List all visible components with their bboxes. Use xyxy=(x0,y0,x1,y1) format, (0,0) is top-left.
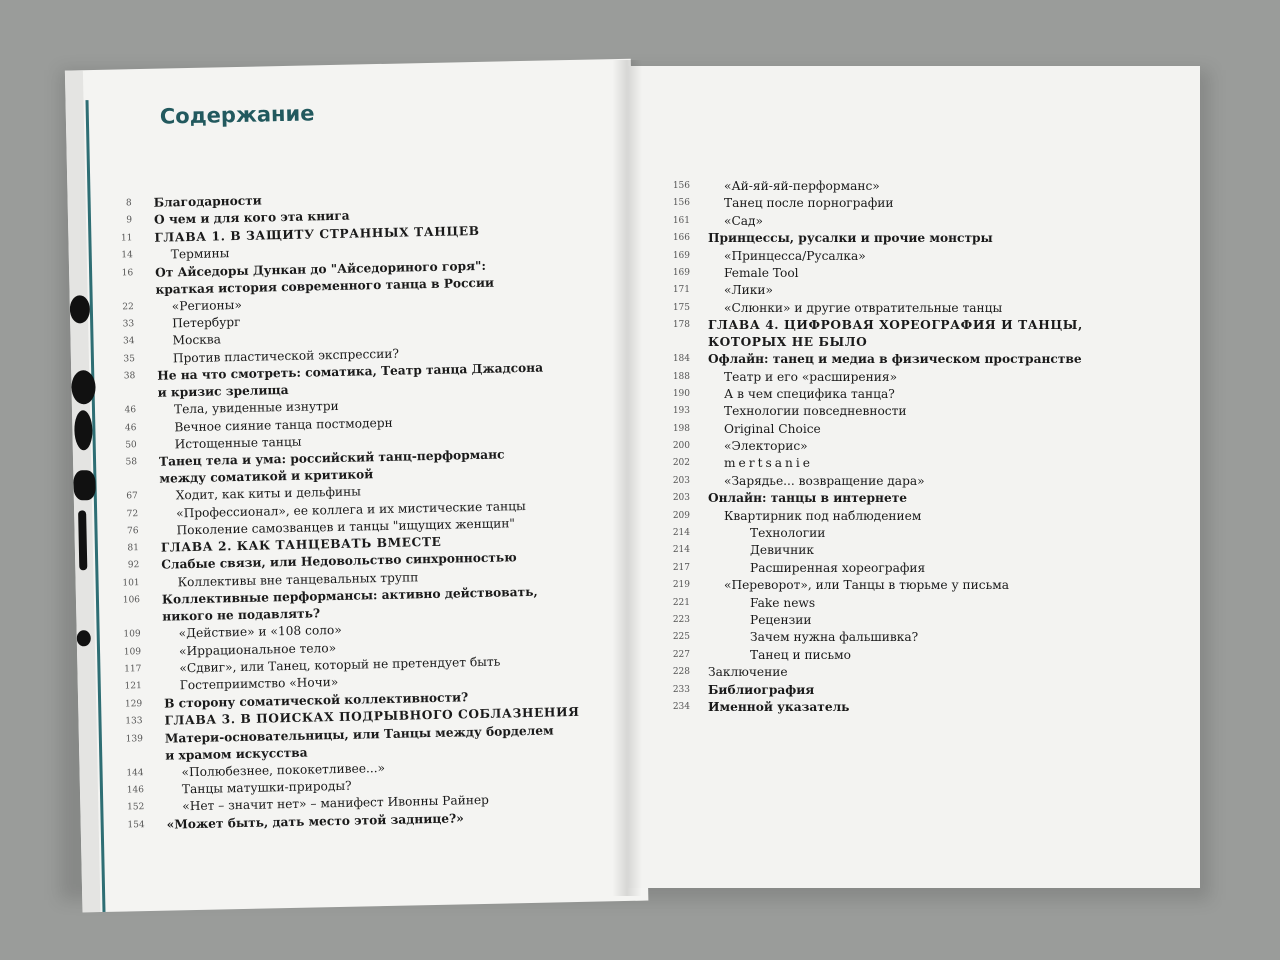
entry-title: Истощенные танцы xyxy=(174,434,302,452)
entry-title: mertsanie xyxy=(724,456,813,471)
toc-entry xyxy=(664,386,1164,403)
toc-entry xyxy=(664,647,1164,664)
entry-title: Библиография xyxy=(708,682,815,697)
entry-title: А в чем специфика танца? xyxy=(724,386,895,401)
toc-entry xyxy=(664,351,1164,368)
left-page xyxy=(65,59,649,913)
ink-blot xyxy=(78,510,87,570)
toc-entry xyxy=(664,213,1164,230)
entry-title: Расширенная хореография xyxy=(750,560,926,575)
entry-title: «Лики» xyxy=(724,283,773,298)
toc-entry xyxy=(664,282,1164,299)
entry-title: ГЛАВА 3. В ПОИСКАХ ПОДРЫВНОГО СОБЛАЗНЕНИЯ xyxy=(164,705,580,728)
page-number: 175 xyxy=(672,302,690,313)
toc-entry xyxy=(664,369,1164,386)
page-number: 202 xyxy=(672,458,690,469)
page-number: 81 xyxy=(127,543,139,554)
page-number: 214 xyxy=(672,545,690,556)
toc-entry xyxy=(664,664,1164,681)
entry-title: Принцессы, русалки и прочие монстры xyxy=(708,231,993,246)
page-number: 109 xyxy=(123,629,141,640)
page-number: 209 xyxy=(672,510,690,521)
entry-title: Тела, увиденные изнутри xyxy=(173,399,339,417)
entry-title: Театр и его «расширения» xyxy=(724,369,898,384)
page-number: 200 xyxy=(672,441,690,452)
entry-title: Именной указатель xyxy=(708,699,850,714)
entry-title: Петербург xyxy=(172,314,241,331)
entry-title: Матери-основательницы, или Танцы между борделем и храмом искусства xyxy=(164,723,554,763)
page-number: 101 xyxy=(122,577,140,589)
entry-title: Fake news xyxy=(750,595,816,610)
toc-entry xyxy=(664,525,1164,542)
entry-title: От Айседоры Дункан до "Айседориного горя": краткая история современного танца в России xyxy=(154,258,495,297)
page-number: 228 xyxy=(672,667,690,678)
page-number: 22 xyxy=(122,301,134,312)
toc-entry xyxy=(664,455,1164,472)
entry-title: Танцы матушки-природы? xyxy=(181,778,352,797)
toc-entry xyxy=(664,300,1164,317)
page-number: 14 xyxy=(121,250,133,261)
page-number: 169 xyxy=(672,250,690,261)
entry-title: Москва xyxy=(172,332,222,348)
entry-title: Original Choice xyxy=(724,421,821,436)
toc-entry xyxy=(664,421,1164,438)
toc-entry xyxy=(664,403,1164,420)
entry-title: «Регионы» xyxy=(171,297,242,313)
toc-entry xyxy=(664,595,1164,612)
entry-title: Гостеприимство «Ночи» xyxy=(179,675,339,693)
entry-title: Коллективные перформансы: активно действовать, никого не подавлять? xyxy=(161,585,538,624)
page-number: 193 xyxy=(672,406,690,417)
toc-entry xyxy=(664,490,1164,507)
entry-title: Female Tool xyxy=(724,265,799,280)
page-number: 106 xyxy=(122,595,141,606)
page-number: 219 xyxy=(672,580,690,591)
entry-title: Танец и письмо xyxy=(750,647,851,662)
entry-title: Термины xyxy=(170,246,230,262)
toc-entry xyxy=(664,473,1164,490)
entry-title: «Слюнки» и другие отвратительные танцы xyxy=(724,300,1003,315)
page-number: 35 xyxy=(123,353,136,365)
entry-title: Заключение xyxy=(708,665,788,680)
entry-title: Коллективы вне танцевальных трупп xyxy=(177,570,419,590)
page-number: 117 xyxy=(124,664,142,675)
page-number: 121 xyxy=(124,681,142,692)
entry-title: «Ай-яй-яй-перформанс» xyxy=(724,179,880,193)
page-number: 133 xyxy=(125,716,143,727)
page-number: 72 xyxy=(126,508,139,520)
toc-entry xyxy=(664,629,1164,646)
page-number: 233 xyxy=(672,684,690,695)
page-number: 76 xyxy=(126,525,139,537)
entry-title: Слабые связи, или Недовольство синхронностью xyxy=(161,550,517,573)
entry-title: «Полюбезнее, пококетливее...» xyxy=(181,760,386,779)
toc-entry xyxy=(664,560,1164,577)
entry-title: «Сад» xyxy=(724,213,764,228)
page-number: 58 xyxy=(125,457,138,468)
entry-title: Зачем нужна фальшивка? xyxy=(750,630,919,645)
right-page xyxy=(628,66,1200,888)
entry-title: «Нет – значит нет» – манифест Ивонны Райнер xyxy=(182,793,490,814)
entry-title: «Принцесса/Русалка» xyxy=(724,248,866,263)
page-number: 38 xyxy=(123,371,136,382)
page-number: 139 xyxy=(125,733,143,745)
entry-title: Технологии повседневности xyxy=(724,404,907,419)
entry-title: «Иррациональное тело» xyxy=(178,640,337,658)
page-number: 169 xyxy=(672,267,690,278)
page-number: 156 xyxy=(672,181,690,191)
toc-entry xyxy=(664,682,1164,699)
page-number: 8 xyxy=(125,198,132,209)
entry-title: О чем и для кого эта книга xyxy=(153,209,350,228)
page-number: 152 xyxy=(127,802,145,813)
entry-title: Офлайн: танец и медиа в физическом пространстве xyxy=(708,352,1082,367)
entry-title: Поколение самозванцев и танцы "ищущих женщин" xyxy=(176,515,516,538)
page-number: 67 xyxy=(126,491,138,502)
page-number: 214 xyxy=(672,528,690,539)
entry-title: Благодарности xyxy=(153,193,262,210)
page-number: 50 xyxy=(125,440,137,451)
ink-blot xyxy=(73,470,96,500)
toc-entry xyxy=(664,248,1164,265)
entry-title: «Сдвиг», или Танец, который не претендует быть xyxy=(179,654,501,676)
entry-title: Не на что смотреть: соматика, Театр танца Джадсона и кризис зрелища xyxy=(157,360,544,400)
page-number: 225 xyxy=(672,632,690,643)
entry-title: Технологии xyxy=(750,526,826,541)
toc-entry xyxy=(664,230,1164,247)
entry-title: ГЛАВА 4. ЦИФРОВАЯ ХОРЕОГРАФИЯ И ТАНЦЫ, КОТОРЫХ НЕ БЫЛО xyxy=(708,318,1083,350)
toc-entry xyxy=(664,438,1164,455)
entry-title: В сторону соматической коллективности? xyxy=(164,690,469,711)
entry-title: «Может быть, дать место этой заднице?» xyxy=(166,811,464,832)
toc-right xyxy=(664,178,1164,716)
page-number: 221 xyxy=(672,597,690,608)
page-number: 217 xyxy=(672,562,690,573)
page-number: 144 xyxy=(126,767,144,779)
toc-entry xyxy=(664,612,1164,629)
entry-title: «Зарядье... возвращение дара» xyxy=(724,473,925,488)
toc-left xyxy=(106,185,619,834)
page-number: 109 xyxy=(123,646,142,658)
page-number: 161 xyxy=(672,215,690,226)
entry-title: ГЛАВА 1. В ЗАЩИТУ СТРАННЫХ ТАНЦЕВ xyxy=(154,223,480,245)
page-title: Содержание xyxy=(159,101,315,129)
entry-title: Ходит, как киты и дельфины xyxy=(175,484,362,503)
entry-title: «Действие» и «108 соло» xyxy=(178,623,342,641)
page-number: 154 xyxy=(127,819,145,831)
toc-entry xyxy=(664,699,1164,716)
page-number: 223 xyxy=(672,614,690,625)
page-number: 46 xyxy=(124,405,137,416)
toc-entry xyxy=(664,317,1164,351)
book-gutter xyxy=(612,60,642,896)
page-number: 203 xyxy=(672,493,690,504)
entry-title: Против пластической экспрессии? xyxy=(172,346,400,366)
page-number: 16 xyxy=(121,267,134,278)
toc-entry xyxy=(664,265,1164,282)
page-number: 92 xyxy=(127,560,140,571)
page-number: 34 xyxy=(123,336,135,347)
page-number: 203 xyxy=(672,475,690,486)
toc-entry xyxy=(664,178,1164,195)
page-number: 46 xyxy=(124,422,137,433)
page-number: 198 xyxy=(672,423,690,434)
page-number: 178 xyxy=(672,320,690,331)
page-number: 156 xyxy=(672,198,690,209)
page-number: 227 xyxy=(672,649,690,660)
entry-title: Танец после порнографии xyxy=(724,196,894,211)
page-number: 171 xyxy=(672,285,690,296)
entry-title: «Переворот», или Танцы в тюрьме у письма xyxy=(724,578,1009,593)
entry-title: Квартирник под наблюдением xyxy=(724,508,922,523)
entry-title: «Электорис» xyxy=(724,439,808,454)
page-number: 166 xyxy=(672,233,690,244)
page-number: 11 xyxy=(120,232,133,244)
page-number: 33 xyxy=(122,319,135,330)
toc-entry xyxy=(664,508,1164,525)
entry-title: «Профессионал», ее коллега и их мистические танцы xyxy=(176,498,526,521)
page-number: 188 xyxy=(672,371,690,382)
entry-title: Онлайн: танцы в интернете xyxy=(708,491,908,506)
entry-title: Танец тела и ума: российский танц-перформанс между соматикой и критикой xyxy=(158,447,505,486)
page-number: 184 xyxy=(672,354,690,365)
toc-entry xyxy=(664,577,1164,594)
page-number: 146 xyxy=(126,785,145,796)
entry-title: Девичник xyxy=(750,543,815,558)
entry-title: Вечное сияние танца постмодерн xyxy=(174,415,393,434)
page-number: 129 xyxy=(124,698,143,710)
toc-entry xyxy=(664,195,1164,212)
page-number: 9 xyxy=(126,215,133,226)
page-number: 190 xyxy=(672,388,690,399)
page-number: 234 xyxy=(672,701,690,712)
entry-title: Рецензии xyxy=(750,612,812,627)
toc-entry xyxy=(664,542,1164,559)
entry-title: ГЛАВА 2. КАК ТАНЦЕВАТЬ ВМЕСТЕ xyxy=(160,534,442,555)
